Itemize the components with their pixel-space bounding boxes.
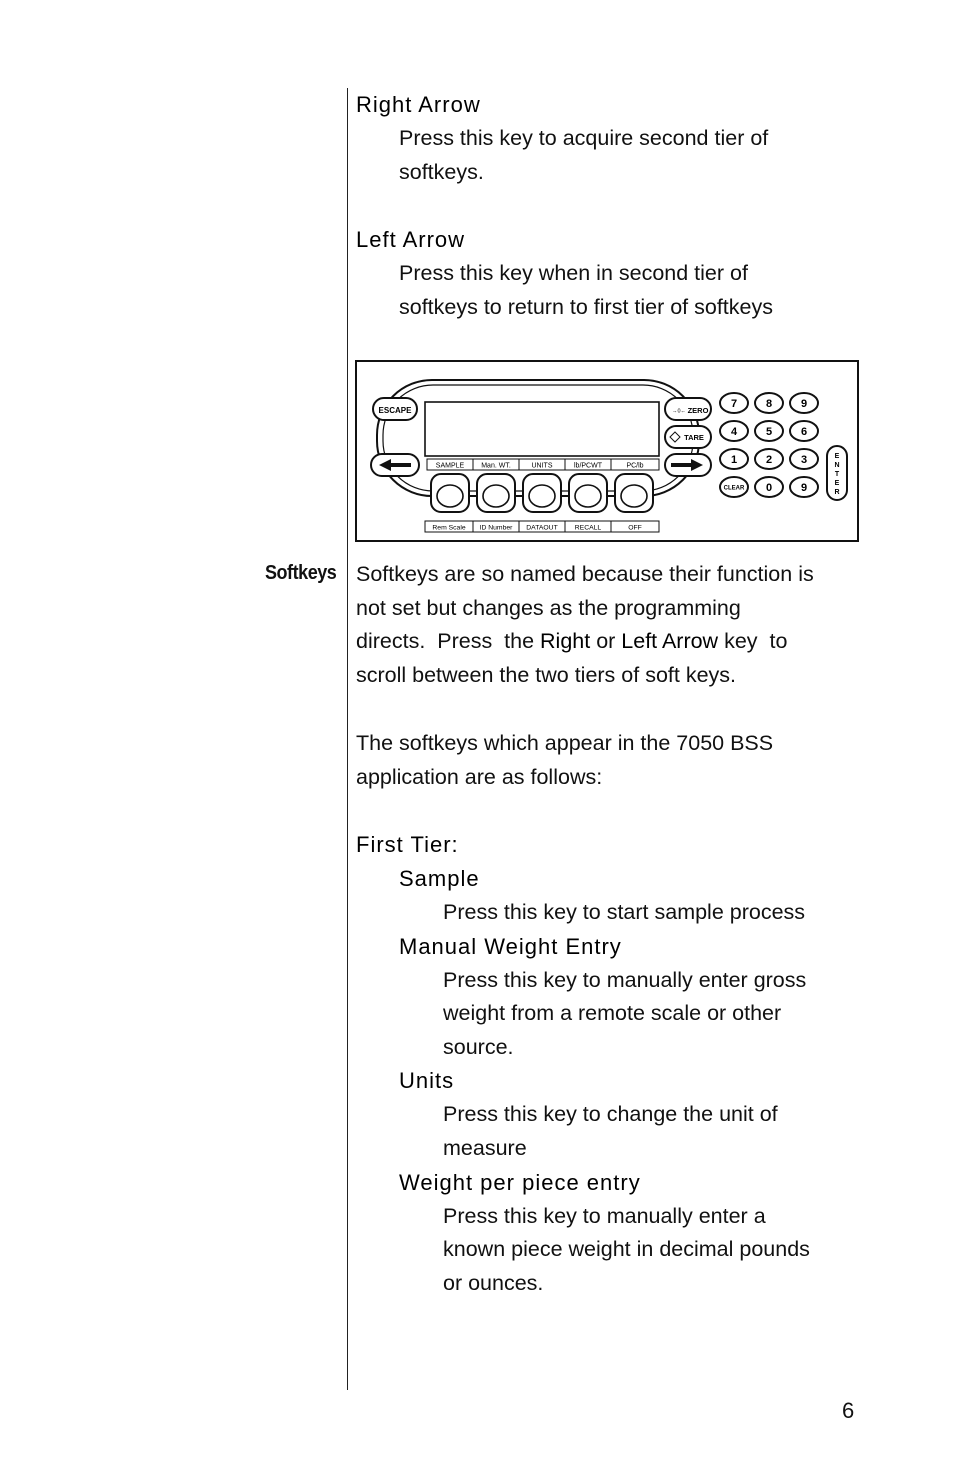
intro-line: Softkeys are so named because their function is xyxy=(356,562,814,586)
application-line: The softkeys which appear in the 7050 BSS xyxy=(356,731,774,755)
tier-item-line: or ounces. xyxy=(443,1270,544,1295)
enter-key-label xyxy=(834,453,839,496)
tier-item-line: Press this key to manually enter a xyxy=(443,1203,766,1228)
tier-item-line: source. xyxy=(443,1034,514,1059)
tier-item-name: Sample xyxy=(399,866,480,891)
tare-key-label: TARE xyxy=(684,433,704,442)
tier-item-line: Press this key to start sample process xyxy=(443,900,806,924)
tier-item-line: measure xyxy=(443,1135,527,1160)
softkey-label-id-number: ID Number xyxy=(479,524,513,532)
intro-text: or xyxy=(590,629,622,654)
keypad-drawing xyxy=(357,362,857,540)
tier-item-line: weight from a remote scale or other xyxy=(443,1001,782,1026)
clear-key-label: CLEAR xyxy=(723,485,745,492)
enter-letter: T xyxy=(834,471,840,478)
tier-item-name: Manual Weight Entry xyxy=(399,933,622,959)
intro-text: directs. Press the xyxy=(356,629,541,654)
tier-item-line: Press this key to manually enter gross xyxy=(443,967,807,992)
softkey-label-man-wt: Man. WT. xyxy=(481,462,511,470)
margin-rule xyxy=(347,88,348,1390)
digit-key-label: 5 xyxy=(765,426,773,438)
right-arrow-desc xyxy=(399,122,768,189)
tier-item-desc xyxy=(443,1200,916,1301)
intro-line: scroll between the two tiers of soft keys. xyxy=(356,662,736,687)
left-arrow-line: softkeys to return to first tier of softkeys xyxy=(399,294,773,319)
zero-key-label: ZERO xyxy=(687,406,709,415)
left-arrow-heading: Left Arrow xyxy=(356,227,466,252)
enter-letter: N xyxy=(834,462,840,469)
zero-symbol: →0← xyxy=(671,408,687,415)
softkey-label-units: UNITS xyxy=(531,462,553,470)
tier-item-name: Units xyxy=(399,1068,455,1094)
left-arrow-keyword: Left Arrow xyxy=(621,629,719,654)
right-arrow-heading: Right Arrow xyxy=(356,92,481,117)
tier-item-desc xyxy=(443,1098,916,1165)
display-window xyxy=(425,402,659,456)
enter-letter: E xyxy=(834,480,840,487)
softkey-label-lb-pcwt: lb/PCWT xyxy=(574,462,602,470)
softkey-label-pc-lb: PC/lb xyxy=(626,462,644,470)
tier-item-name: Weight per piece entry xyxy=(399,1169,641,1195)
left-arrow-section xyxy=(356,223,773,324)
digit-key-label: 2 xyxy=(765,454,773,466)
escape-key-label: ESCAPE xyxy=(378,406,412,415)
right-keyword: Right xyxy=(540,629,591,654)
application-intro xyxy=(356,727,773,794)
softkey-buttons xyxy=(431,474,653,512)
tier-item-line: known piece weight in decimal pounds xyxy=(443,1237,810,1262)
first-tier-section xyxy=(356,828,916,1300)
digit-key-label: 9 xyxy=(800,482,808,494)
left-arrow-desc xyxy=(399,257,773,324)
tier-item-desc xyxy=(443,964,916,1065)
enter-letter: E xyxy=(834,453,840,460)
softkey-label-recall: RECALL xyxy=(574,524,602,532)
intro-text: key to xyxy=(718,629,788,654)
digit-key-label: 1 xyxy=(730,454,738,466)
side-label-softkeys: Softkeys xyxy=(264,562,336,584)
digit-key-label: 8 xyxy=(765,398,773,410)
tier-item-line: Press this key to change the unit of xyxy=(443,1102,778,1127)
tier-item-weight-per-piece xyxy=(399,1166,916,1301)
left-arrow-line: Press this key when in second tier of xyxy=(399,261,748,285)
softkey-label-off: OFF xyxy=(628,524,642,532)
tier-item-units xyxy=(399,1064,916,1165)
application-line: application are as follows: xyxy=(356,764,603,789)
digit-key-label: 4 xyxy=(730,426,738,438)
first-tier-heading: First Tier: xyxy=(356,832,459,857)
intro-line-3 xyxy=(356,625,814,659)
softkey-label-sample: SAMPLE xyxy=(435,462,465,470)
digit-key-label: 0 xyxy=(765,482,773,494)
tier-item-sample xyxy=(399,862,916,930)
tier-item-desc xyxy=(443,896,916,930)
tier-item-manual-weight xyxy=(399,930,916,1065)
digit-key-label: 6 xyxy=(800,426,808,438)
digit-key-label: 3 xyxy=(800,454,808,466)
right-arrow-line: softkeys. xyxy=(399,159,484,184)
right-arrow-section xyxy=(356,88,768,189)
intro-line: not set but changes as the programming xyxy=(356,595,741,620)
softkey-label-dataout: DATAOUT xyxy=(526,524,558,532)
softkeys-intro xyxy=(356,558,814,692)
digit-key-label: 9 xyxy=(800,398,808,410)
page-number: 6 xyxy=(842,1398,855,1423)
enter-letter: R xyxy=(834,489,840,496)
numeric-keypad xyxy=(720,393,818,497)
digit-key-label: 7 xyxy=(730,398,738,410)
right-arrow-line: Press this key to acquire second tier of xyxy=(399,126,769,150)
softkey-label-rem-scale: Rem Scale xyxy=(432,524,466,532)
keypad-illustration xyxy=(355,360,859,542)
